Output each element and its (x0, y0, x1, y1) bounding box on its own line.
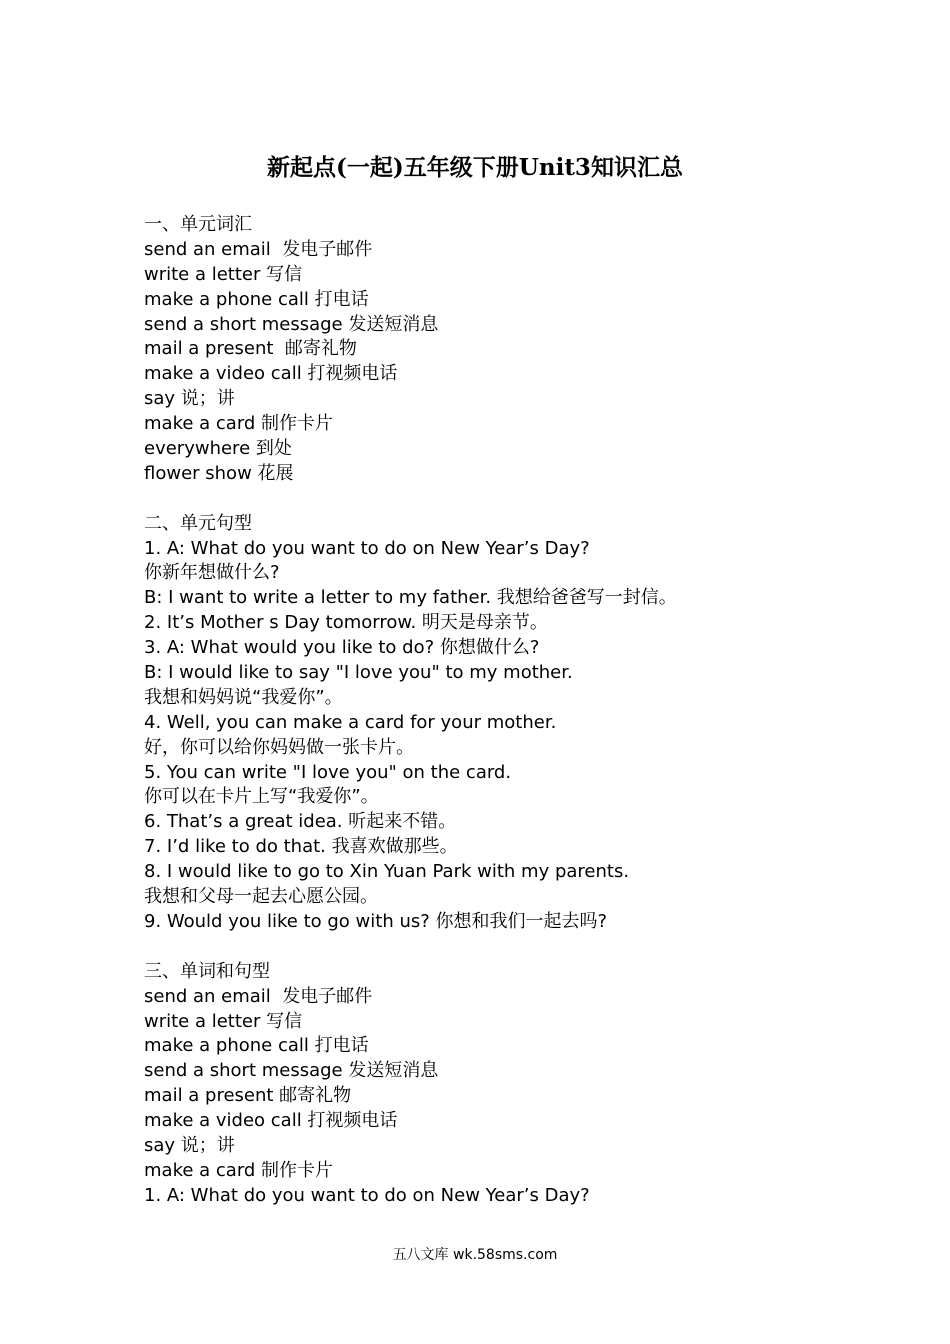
vocab-line: make a video call 打视频电话 (144, 363, 398, 385)
section-heading-sentences: 二、单元句型 (144, 512, 252, 534)
vocab-line: make a phone call 打电话 (144, 288, 369, 310)
review-line: write a letter 写信 (144, 1010, 303, 1032)
sentence-line: 好，你可以给你妈妈做一张卡片。 (144, 736, 414, 758)
sentence-line: 8. I would like to go to Xin Yuan Park with my parents. (144, 861, 630, 883)
review-line: make a video call 打视频电话 (144, 1110, 398, 1132)
sentence-line: 9. Would you like to go with us? 你想和我们一起去吗? (144, 910, 608, 932)
sentence-line: 4. Well, you can make a card for your mother. (144, 711, 557, 733)
section-spacer (144, 487, 844, 512)
section-spacer (144, 935, 844, 960)
sentence-line: 6. That’s a great idea. 听起来不错。 (144, 811, 457, 833)
vocab-line: everywhere 到处 (144, 438, 292, 460)
sentence-line: B: I want to write a letter to my father. 我想给爸爸写一封信。 (144, 587, 677, 609)
sentence-line: 5. You can write "I love you" on the card. (144, 761, 512, 783)
review-line: mail a present 邮寄礼物 (144, 1085, 352, 1107)
review-line: make a phone call 打电话 (144, 1035, 369, 1057)
vocab-line: send an email 发电子邮件 (144, 238, 373, 260)
document-body (144, 213, 844, 1209)
sentence-line: 1. A: What do you want to do on New Year’s Day? (144, 537, 590, 559)
review-line: make a card 制作卡片 (144, 1159, 334, 1181)
sentence-line: 7. I’d like to do that. 我喜欢做那些。 (144, 836, 458, 858)
sentence-line: 2. It’s Mother s Day tomorrow. 明天是母亲节。 (144, 612, 548, 634)
review-line: 1. A: What do you want to do on New Year’s Day? (144, 1184, 590, 1206)
review-line: say 说；讲 (144, 1134, 235, 1156)
sentence-line: 我想和妈妈说“我爱你”。 (144, 686, 343, 708)
section-heading-vocabulary: 一、单元词汇 (144, 214, 252, 235)
sentence-line: 你可以在卡片上写“我爱你”。 (144, 786, 379, 808)
vocab-line: mail a present 邮寄礼物 (144, 338, 357, 360)
sentence-line: 你新年想做什么? (144, 562, 280, 584)
vocab-line: flower show 花展 (144, 462, 294, 484)
vocab-line: make a card 制作卡片 (144, 413, 334, 435)
page-title: 新起点(一起)五年级下册Unit3知识汇总 (267, 154, 683, 181)
vocab-line: say 说；讲 (144, 388, 235, 410)
section-heading-words-and-sentences: 三、单词和句型 (144, 960, 270, 982)
review-line: send a short message 发送短消息 (144, 1060, 439, 1082)
sentence-line: 我想和父母一起去心愿公园。 (144, 886, 378, 908)
vocab-line: write a letter 写信 (144, 263, 303, 285)
page-footer: 五八文库 wk.58sms.com (392, 1247, 558, 1263)
review-line: send an email 发电子邮件 (144, 985, 373, 1007)
sentence-line: B: I would like to say "I love you" to my mother. (144, 662, 573, 684)
vocab-line: send a short message 发送短消息 (144, 313, 439, 335)
sentence-line: 3. A: What would you like to do? 你想做什么? (144, 637, 540, 659)
